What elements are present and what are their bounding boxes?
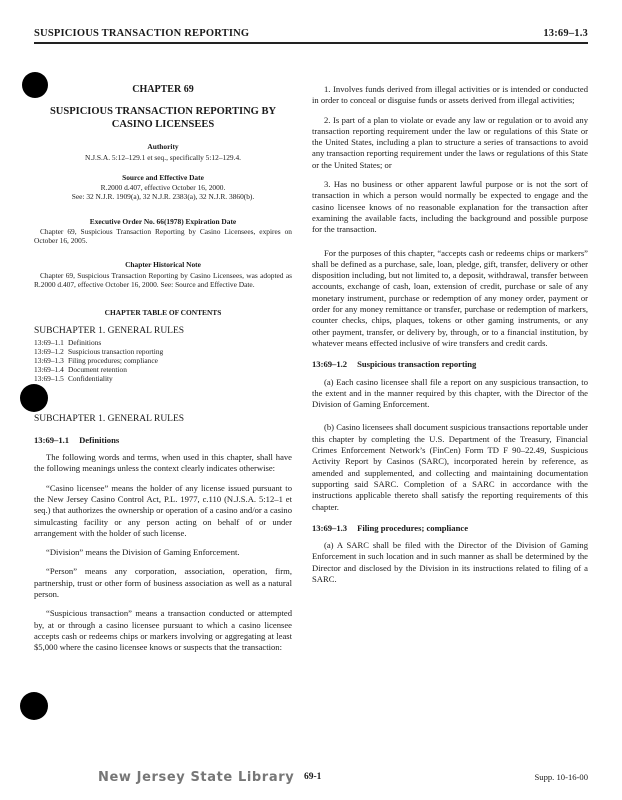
source-line-1: R.2000 d.407, effective October 16, 2000. xyxy=(100,183,226,193)
def-person: “Person” means any corporation, association, operation, firm, partnership, trust or other form of business association as well as a natural person. xyxy=(34,566,292,600)
source-line-2: See: 32 N.J.R. 1909(a), 32 N.J.R. 2383(a), 32 N.J.R. 3860(b). xyxy=(71,192,255,202)
exec-order-text: Chapter 69, Suspicious Transaction Reporting by Casino Licensees, expires on October 16, 2005. xyxy=(34,226,292,245)
toc-entry[interactable]: 13:69–1.1 Definitions xyxy=(34,337,102,347)
section-1-3-a: (a) A SARC shall be filed with the Director of the Division of Gaming Enforcement in such location and in such manner as shall be determined by the Director and disclosed by the Division in its instructions related to filing of a SARC. xyxy=(312,540,588,584)
toc-heading: CHAPTER TABLE OF CONTENTS xyxy=(104,307,222,317)
right-column xyxy=(312,54,588,585)
toc-entry[interactable]: 13:69–1.2 Suspicious transaction reporting xyxy=(34,346,164,356)
def-accepts-cash: For the purposes of this chapter, “accepts cash or redeems chips or markers” shall be defined as a purchase, sale, loan, pledge, gift, transfer, delivery or other disposition including, but not limited to, a deposit, withdrawal, transfer between accounts, exchange of cash, loan, extension of credit, purchase or sale of any monetary instrument, purchase or redemption of any money order, payment or order for any money remittance or transfer, purchase or redemption of markers, counter checks, chips, plaques, tokens or other gaming instruments, or any other payment, transfer, or delivery by, through, or to a financial institution, by whatever means effected inclusive of wire transfers and credit cards. xyxy=(312,247,588,348)
header-title: SUSPICIOUS TRANSACTION REPORTING xyxy=(34,28,250,39)
punch-hole-bottom xyxy=(20,692,48,720)
criteria-item-1: 1. Involves funds derived from illegal activities or is intended or conducted in order to conceal or disguise funds or assets derived from illegal activities; xyxy=(312,84,588,106)
section-heading-1-1: 13:69–1.1 Definitions xyxy=(34,434,120,445)
authority-heading: Authority xyxy=(147,142,179,152)
toc-entry[interactable]: 13:69–1.5 Confidentiality xyxy=(34,374,113,384)
definitions-intro: The following words and terms, when used in this chapter, shall have the following meanings unless the context clearly indicates otherwise: xyxy=(34,452,292,474)
toc-entry[interactable]: 13:69–1.3 Filing procedures; compliance xyxy=(34,355,158,365)
library-watermark: New Jersey State Library xyxy=(98,770,295,785)
toc-entry[interactable]: 13:69–1.4 Document retention xyxy=(34,365,127,375)
toc-list xyxy=(34,338,292,384)
section-1-2-b: (b) Casino licensees shall document suspicious transactions reportable under this chapter by completing the U.S. Department of the Treasury, Financial Crimes Enforcement Network’s (FinCen) Form TD F 90–22.49, Suspicious Activity Report by Casinos (SARC), incorporated herein by reference, as amended and supplemented, and collecting and maintaining documentation supporting said SARC. Completion of a SARC in accordance with the instructions applicable thereto shall satisfy the reporting requirements of this chapter. xyxy=(312,422,588,512)
page-number: 69-1 xyxy=(304,772,322,782)
left-column xyxy=(34,54,292,654)
header-section: 13:69–1.3 xyxy=(543,28,588,39)
def-suspicious-transaction: “Suspicious transaction” means a transaction conducted or attempted by, at or through a casino licensee pursuant to which a casino licensee accepts cash or redeems chips or markers involving or aggregating at least $5,000 where the casino licensee knows or suspects that the transaction: xyxy=(34,608,292,653)
subchapter-heading: SUBCHAPTER 1. GENERAL RULES xyxy=(34,413,185,424)
criteria-item-2: 2. Is part of a plan to violate or evade any law or regulation or to avoid any transaction reporting requirement under the law or regulations of this State or the United States, including a plan to structure a series of transactions to avoid any transaction reporting requirement under the laws or regulations of this State or the United States; or xyxy=(312,114,588,170)
toc-subchapter: SUBCHAPTER 1. GENERAL RULES xyxy=(34,326,185,337)
section-heading-1-2: 13:69–1.2 Suspicious transaction reporting xyxy=(312,359,477,370)
section-heading-1-3: 13:69–1.3 Filing procedures; compliance xyxy=(312,522,469,533)
def-division: “Division” means the Division of Gaming Enforcement. xyxy=(46,547,240,558)
historical-note-heading: Chapter Historical Note xyxy=(125,260,201,270)
supplement-date: Supp. 10-16-00 xyxy=(534,772,588,782)
historical-note-text: Chapter 69, Suspicious Transaction Reporting by Casino Licensees, was adopted as R.2000 d.407, effective October 16, 2000. See: Source and Effective Date. xyxy=(34,270,292,289)
running-header xyxy=(34,24,588,44)
exec-order-heading: Executive Order No. 66(1978) Expiration Date xyxy=(89,216,237,226)
def-casino-licensee: “Casino licensee” means the holder of any license issued pursuant to the New Jersey Casino Control Act, P.L. 1977, c.110 (N.J.S.A. 5:12–1 et seq.) that authorizes the ownership or operation of a casino and/or a casino simulcasting facility or any person acting on behalf of or under arrangement with the holder of such license. xyxy=(34,482,292,538)
section-1-2-a: (a) Each casino licensee shall file a report on any suspicious transaction, to the extent and in the manner required by this chapter, with the Director of the Division of Gaming Enforcement. xyxy=(312,376,588,410)
source-heading: Source and Effective Date xyxy=(122,172,204,182)
criteria-item-3: 3. Has no business or other apparent lawful purpose or is not the sort of transaction in which a person would normally be expected to engage and the casino licensee knows of no reasonable explanation for the transaction after examining the available facts, including the background and possible purpose for the transaction. xyxy=(312,179,588,235)
chapter-number: CHAPTER 69 xyxy=(132,84,194,95)
page-footer xyxy=(34,768,588,790)
chapter-title: SUSPICIOUS TRANSACTION REPORTING BY CASINO LICENSEES xyxy=(49,106,277,131)
authority-text: N.J.S.A. 5:12–129.1 et seq., specifically 5:12–129.4. xyxy=(84,152,241,162)
